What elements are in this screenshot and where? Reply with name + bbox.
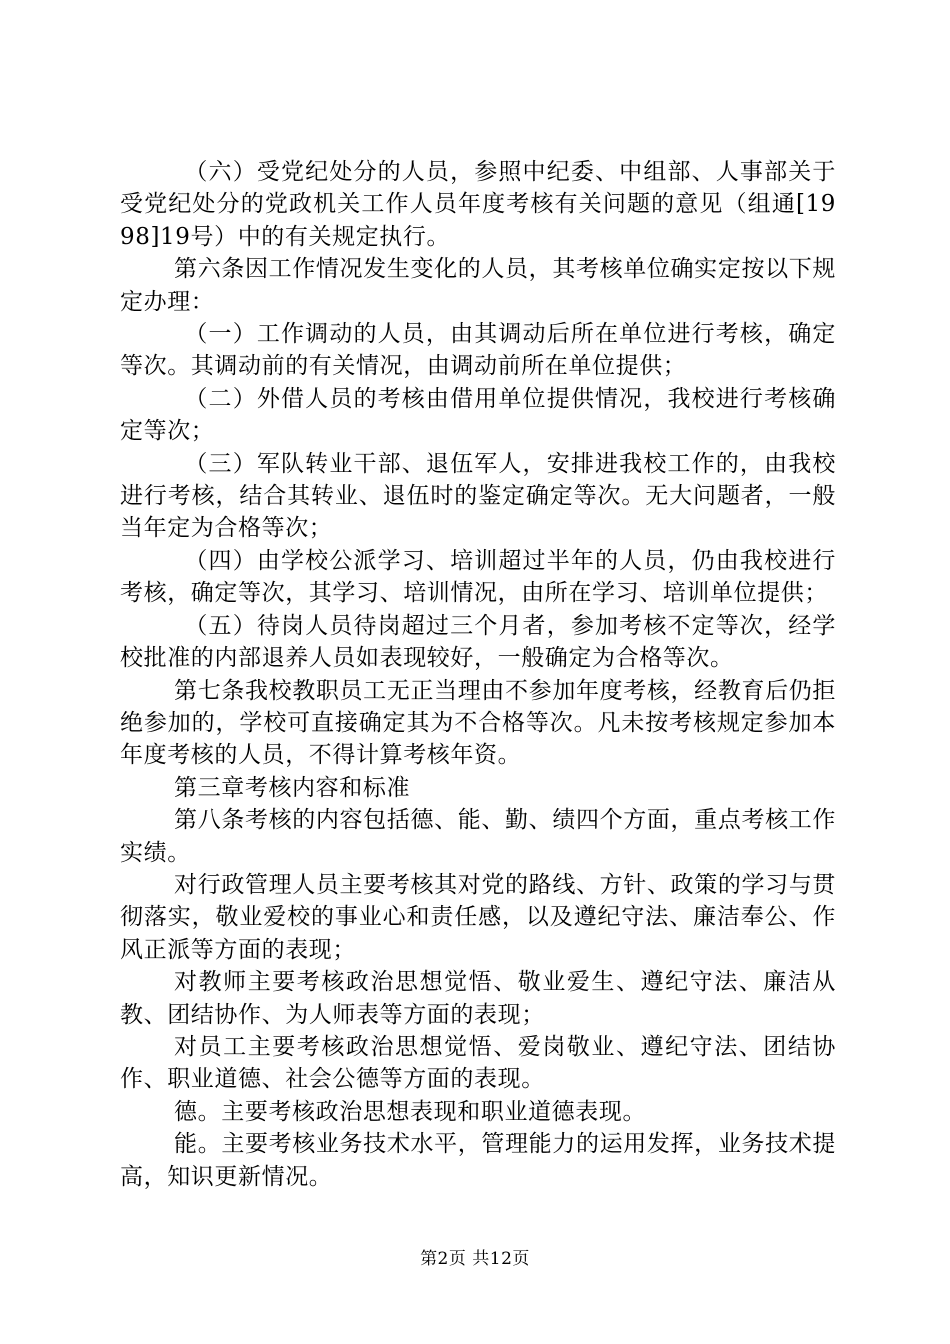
paragraph-7: （五）待岗人员待岗超过三个月者，参加考核不定等次，经学校批准的内部退养人员如表现较好，一般确定为合格等次。 [120, 612, 836, 672]
paragraph-5: （三）军队转业干部、退伍军人，安排进我校工作的，由我校进行考核，结合其转业、退伍时的鉴定确定等次。无大问题者，一般当年定为合格等次； [120, 450, 836, 542]
paragraph-12: 对员工主要考核政治思想觉悟、爱岗敬业、遵纪守法、团结协作、职业道德、社会公德等方面的表现。 [120, 1033, 836, 1093]
paragraph-8: 第七条我校教职员工无正当理由不参加年度考核，经教育后仍拒绝参加的，学校可直接确定其为不合格等次。凡未按考核规定参加本年度考核的人员，不得计算考核年资。 [120, 677, 836, 769]
chapter-heading: 第三章考核内容和标准 [174, 774, 411, 801]
paragraph-2: 第六条因工作情况发生变化的人员，其考核单位确实定按以下规定办理： [120, 256, 836, 315]
paragraph-1: （六）受党纪处分的人员，参照中纪委、中组部、人事部关于受党纪处分的党政机关工作人员年度考核有关问题的意见（组通[1998]19号）中的有关规定执行。 [120, 159, 836, 250]
paragraph-13: 德。主要考核政治思想表现和职业道德表现。 [174, 1098, 647, 1125]
paragraph-10: 对行政管理人员主要考核其对党的路线、方针、政策的学习与贯彻落实，敬业爱校的事业心和责任感，以及遵纪守法、廉洁奉公、作风正派等方面的表现； [120, 871, 836, 963]
paragraph-4: （二）外借人员的考核由借用单位提供情况，我校进行考核确定等次； [120, 385, 836, 445]
paragraph-9: 第八条考核的内容包括德、能、勤、绩四个方面，重点考核工作实绩。 [120, 807, 836, 866]
document-body [120, 156, 836, 1193]
paragraph-6: （四）由学校公派学习、培训超过半年的人员，仍由我校进行考核，确定等次，其学习、培训情况，由所在学习、培训单位提供； [120, 547, 836, 607]
paragraph-3: （一）工作调动的人员，由其调动后所在单位进行考核，确定等次。其调动前的有关情况，由调动前所在单位提供； [120, 321, 836, 380]
paragraph-11: 对教师主要考核政治思想觉悟、敬业爱生、遵纪守法、廉洁从教、团结协作、为人师表等方面的表现； [120, 969, 836, 1028]
paragraph-14: 能。主要考核业务技术水平，管理能力的运用发挥，业务技术提高，知识更新情况。 [120, 1131, 836, 1190]
page-number-footer: 第2页 共12页 [420, 1249, 530, 1269]
